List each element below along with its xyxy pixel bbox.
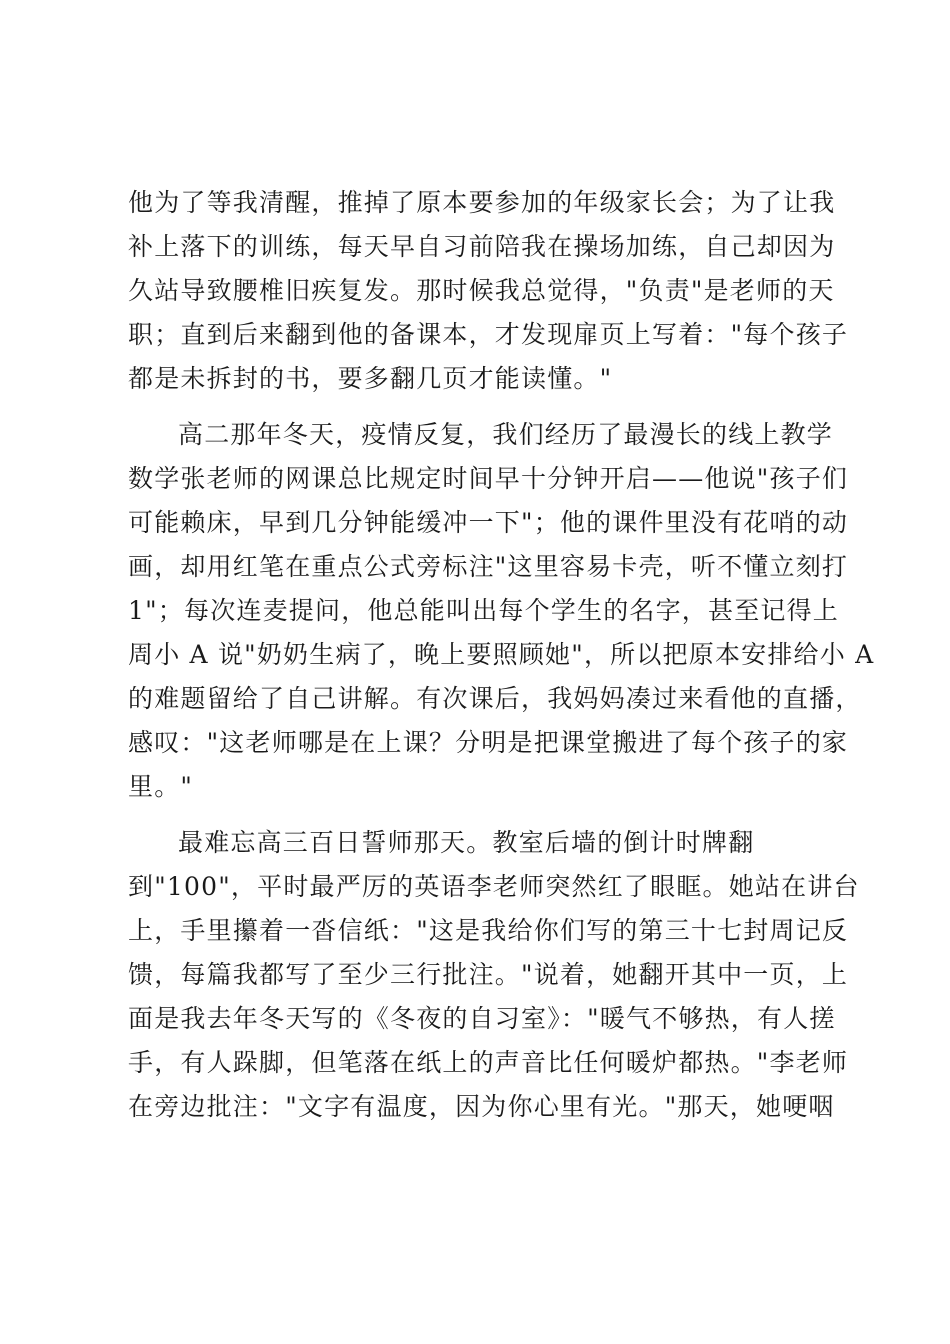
paragraph-1-line-5: 都是未拆封的书，要多翻几页才能读懂。" bbox=[128, 364, 613, 393]
paragraph-1-line-3: 久站导致腰椎旧疾复发。那时候我总觉得，"负责"是老师的天 bbox=[128, 276, 835, 305]
paragraph-2-line-1: 高二那年冬天，疫情反复，我们经历了最漫长的线上教学 bbox=[178, 420, 834, 449]
paragraph-3-line-4: 馈，每篇我都写了至少三行批注。"说着，她翻开其中一页，上 bbox=[128, 960, 849, 989]
paragraph-3-line-7: 在旁边批注："文字有温度，因为你心里有光。"那天，她哽咽 bbox=[128, 1092, 835, 1121]
paragraph-3-line-2: 到"100"，平时最严厉的英语李老师突然红了眼眶。她站在讲台 bbox=[128, 872, 860, 901]
paragraph-3-line-1: 最难忘高三百日誓师那天。教室后墙的倒计时牌翻 bbox=[178, 828, 755, 857]
paragraph-3-line-3: 上，手里攥着一沓信纸："这是我给你们写的第三十七封周记反 bbox=[128, 916, 849, 945]
paragraph-3-line-6: 手，有人跺脚，但笔落在纸上的声音比任何暖炉都热。"李老师 bbox=[128, 1048, 849, 1077]
paragraph-2-line-2: 数学张老师的网课总比规定时间早十分钟开启——他说"孩子们 bbox=[128, 464, 849, 493]
paragraph-2-line-7: 的难题留给了自己讲解。有次课后，我妈妈凑过来看他的直播， bbox=[128, 684, 862, 713]
paragraph-1-line-2: 补上落下的训练，每天早自习前陪我在操场加练，自己却因为 bbox=[128, 232, 836, 261]
paragraph-2-line-8: 感叹："这老师哪是在上课？分明是把课堂搬进了每个孩子的家 bbox=[128, 728, 849, 757]
paragraph-1-line-1: 他为了等我清醒，推掉了原本要参加的年级家长会；为了让我 bbox=[128, 188, 836, 217]
paragraph-3-line-5: 面是我去年冬天写的《冬夜的自习室》："暖气不够热，有人搓 bbox=[128, 1004, 836, 1033]
paragraph-2-line-5: 1"；每次连麦提问，他总能叫出每个学生的名字，甚至记得上 bbox=[128, 596, 840, 625]
paragraph-1-line-4: 职；直到后来翻到他的备课本，才发现扉页上写着："每个孩子 bbox=[128, 320, 849, 349]
paragraph-2-line-3: 可能赖床，早到几分钟能缓冲一下"；他的课件里没有花哨的动 bbox=[128, 508, 849, 537]
paragraph-2-line-4: 画，却用红笔在重点公式旁标注"这里容易卡壳，听不懂立刻打 bbox=[128, 552, 849, 581]
paragraph-2-line-9: 里。" bbox=[128, 772, 194, 801]
paragraph-2-line-6: 周小 A 说"奶奶生病了，晚上要照顾她"，所以把原本安排给小 A bbox=[128, 640, 875, 669]
